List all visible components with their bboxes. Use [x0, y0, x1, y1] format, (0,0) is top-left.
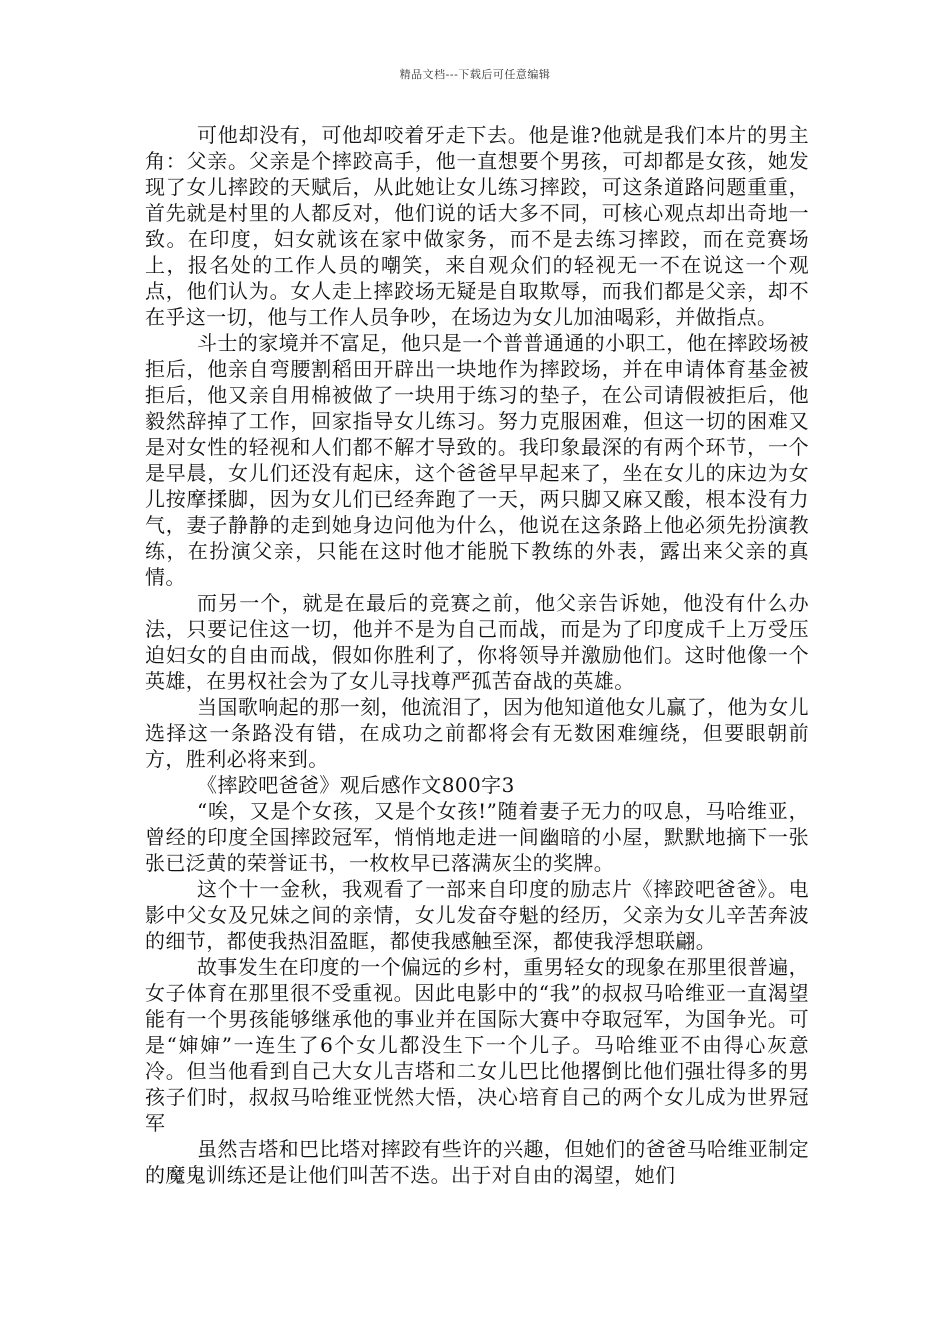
paragraph: 可他却没有，可他却咬着牙走下去。他是谁?他就是我们本片的男主角：父亲。父亲是个摔跤高手，他一直想要个男孩，可却都是女孩，她发现了女儿摔跤的天赋后，从此她让女儿练习摔跤，可这条道路问题重重，首先就是村里的人都反对，他们说的话大多不同，可核心观点却出奇地一致。在印度，妇女就该在家中做家务，而不是去练习摔跤，而在竞赛场上，报名处的工作人员的嘲笑，来自观众们的轻视无一不在说这一个观点，他们认为。女人走上摔跤场无疑是自取欺辱，而我们都是父亲，却不在乎这一切，他与工作人员争吵，在场边为女儿加油喝彩，并做指点。 [145, 123, 809, 329]
paragraph: “唉，又是个女孩，又是个女孩!”随着妻子无力的叹息，马哈维亚，曾经的印度全国摔跤冠军，悄悄地走进一间幽暗的小屋，默默地摘下一张张已泛黄的荣誉证书，一枚枚早已落满灰尘的奖牌。 [145, 799, 809, 875]
paragraph: 故事发生在印度的一个偏远的乡村，重男轻女的现象在那里很普遍，女子体育在那里很不受重视。因此电影中的“我”的叔叔马哈维亚一直渴望能有一个男孩能够继承他的事业并在国际大赛中夺取冠军，为国争光。可是“婶婶”一连生了6个女儿都没生下一个儿子。马哈维亚不由得心灰意冷。但当他看到自己大女儿吉塔和二女儿巴比他撂倒比他们强壮得多的男孩子们时，叔叔马哈维亚恍然大悟，决心培育自己的两个女儿成为世界冠军 [145, 955, 809, 1135]
page-header: 精品文档---下载后可任意编辑 [399, 68, 551, 81]
paragraph: 这个十一金秋，我观看了一部来自印度的励志片《摔跤吧爸爸》。电影中父女及兄妹之间的亲情，女儿发奋夺魁的经历，父亲为女儿辛苦奔波的细节，都使我热泪盈眶，都使我感触至深，都使我浮想联翩。 [145, 877, 809, 953]
paragraph: 而另一个，就是在最后的竞赛之前，他父亲告诉她，他没有什么办法，只要记住这一切，他并不是为自己而战，而是为了印度成千上万受压迫妇女的自由而战，假如你胜利了，你将领导并激励他们。这时他像一个英雄，在男权社会为了女儿寻找尊严孤苦奋战的英雄。 [145, 591, 809, 693]
paragraph: 斗士的家境并不富足，他只是一个普普通通的小职工，他在摔跤场被拒后，他亲自弯腰割稻田开辟出一块地作为摔跤场，并在申请体育基金被拒后，他又亲自用棉被做了一块用于练习的垫子，在公司请假被拒后，他毅然辞掉了工作，回家指导女儿练习。努力克服困难，但这一切的困难又是对女性的轻视和人们都不解才导致的。我印象最深的有两个环节，一个是早晨，女儿们还没有起床，这个爸爸早早起来了，坐在女儿的床边为女儿按摩揉脚，因为女儿们已经奔跑了一天，两只脚又麻又酸，根本没有力气，妻子静静的走到她身边问他为什么，他说在这条路上他必须先扮演教练，在扮演父亲，只能在这时他才能脱下教练的外表，露出来父亲的真情。 [145, 331, 809, 589]
section-title: 《摔跤吧爸爸》观后感作文800字3 [197, 773, 515, 797]
paragraph: 当国歌响起的那一刻，他流泪了，因为他知道他女儿赢了，他为女儿选择这一条路没有错，在成功之前都将会有无数困难缠绕，但要眼朝前方，胜利必将来到。 [145, 695, 809, 771]
document-body [145, 122, 809, 1188]
paragraph: 虽然吉塔和巴比塔对摔跤有些许的兴趣，但她们的爸爸马哈维亚制定的魔鬼训练还是让他们叫苦不迭。出于对自由的渴望，她们 [145, 1137, 809, 1187]
